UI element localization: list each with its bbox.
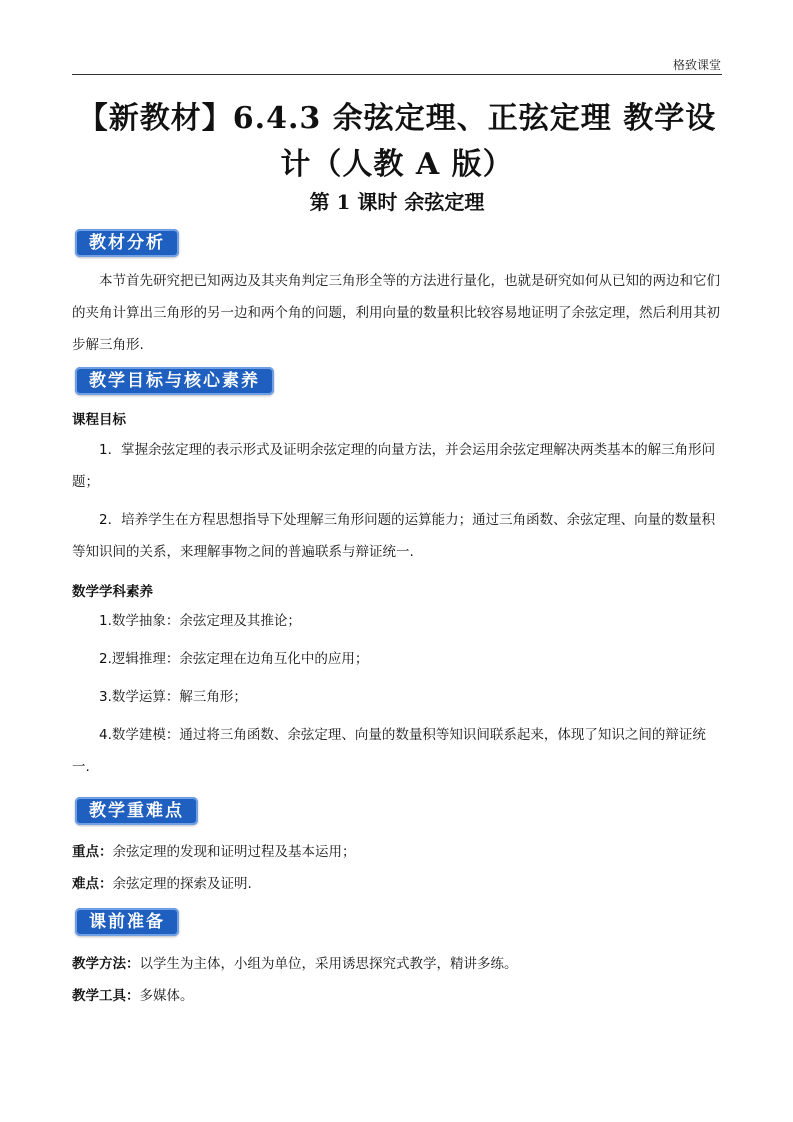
method-line [72, 952, 722, 972]
difficulty-label: 难点： [72, 876, 113, 892]
section-badge-goals: 教学目标与核心素养 [75, 367, 274, 395]
literacy-item-2: 2.逻辑推理：余弦定理在边角互化中的应用； [99, 651, 369, 667]
focus-text: 余弦定理的发现和证明过程及基本运用； [112, 844, 356, 860]
tools-label: 教学工具： [72, 988, 140, 1004]
page-subtitle: 第 1 课时 余弦定理 [309, 190, 485, 214]
method-label: 教学方法： [72, 956, 140, 972]
page-title [72, 96, 722, 188]
course-goal-item-2: 2．培养学生在方程思想指导下处理解三角形问题的运算能力；通过三角函数、余弦定理、向量的数量积等知识间的关系，来理解事物之间的普遍联系与辩证统一. [72, 512, 716, 560]
literacy-item-4: 4.数学建模：通过将三角函数、余弦定理、向量的数量积等知识间联系起来，体现了知识之间的辩证统一. [72, 727, 706, 775]
page-title-line-2: 计（人教 A 版） [280, 147, 514, 182]
section-badge-key-points: 教学重难点 [75, 797, 198, 825]
header-divider [72, 74, 722, 75]
page-title-line-1: 【新教材】6.4.3 余弦定理、正弦定理 教学设 [77, 101, 717, 136]
tools-text: 多媒体。 [139, 988, 194, 1004]
difficulty-text: 余弦定理的探索及证明. [112, 876, 252, 892]
header-brand: 格致课堂 [672, 58, 721, 72]
literacy-item-1: 1.数学抽象：余弦定理及其推论； [99, 613, 301, 629]
tools-line [72, 984, 722, 1004]
method-text: 以学生为主体，小组为单位，采用诱思探究式教学，精讲多练。 [139, 956, 518, 972]
analysis-paragraph: 本节首先研究把已知两边及其夹角判定三角形全等的方法进行量化，也就是研究如何从已知的两边和它们的夹角计算出三角形的另一边和两个角的问题，利用向量的数量积比较容易地证明了余弦定理，然后利用其初步解三角形. [72, 273, 720, 353]
difficulty-line [72, 872, 722, 892]
focus-label: 重点： [72, 844, 113, 860]
course-goal-item-1: 1．掌握余弦定理的表示形式及证明余弦定理的向量方法，并会运用余弦定理解决两类基本的解三角形问题； [72, 442, 716, 490]
literacy-item-3: 3.数学运算：解三角形； [99, 689, 247, 705]
literacy-heading: 数学学科素养 [72, 584, 153, 600]
course-goals-heading: 课程目标 [72, 412, 126, 428]
section-badge-prep: 课前准备 [75, 908, 179, 936]
focus-line [72, 840, 722, 860]
section-badge-analysis: 教材分析 [75, 229, 179, 257]
